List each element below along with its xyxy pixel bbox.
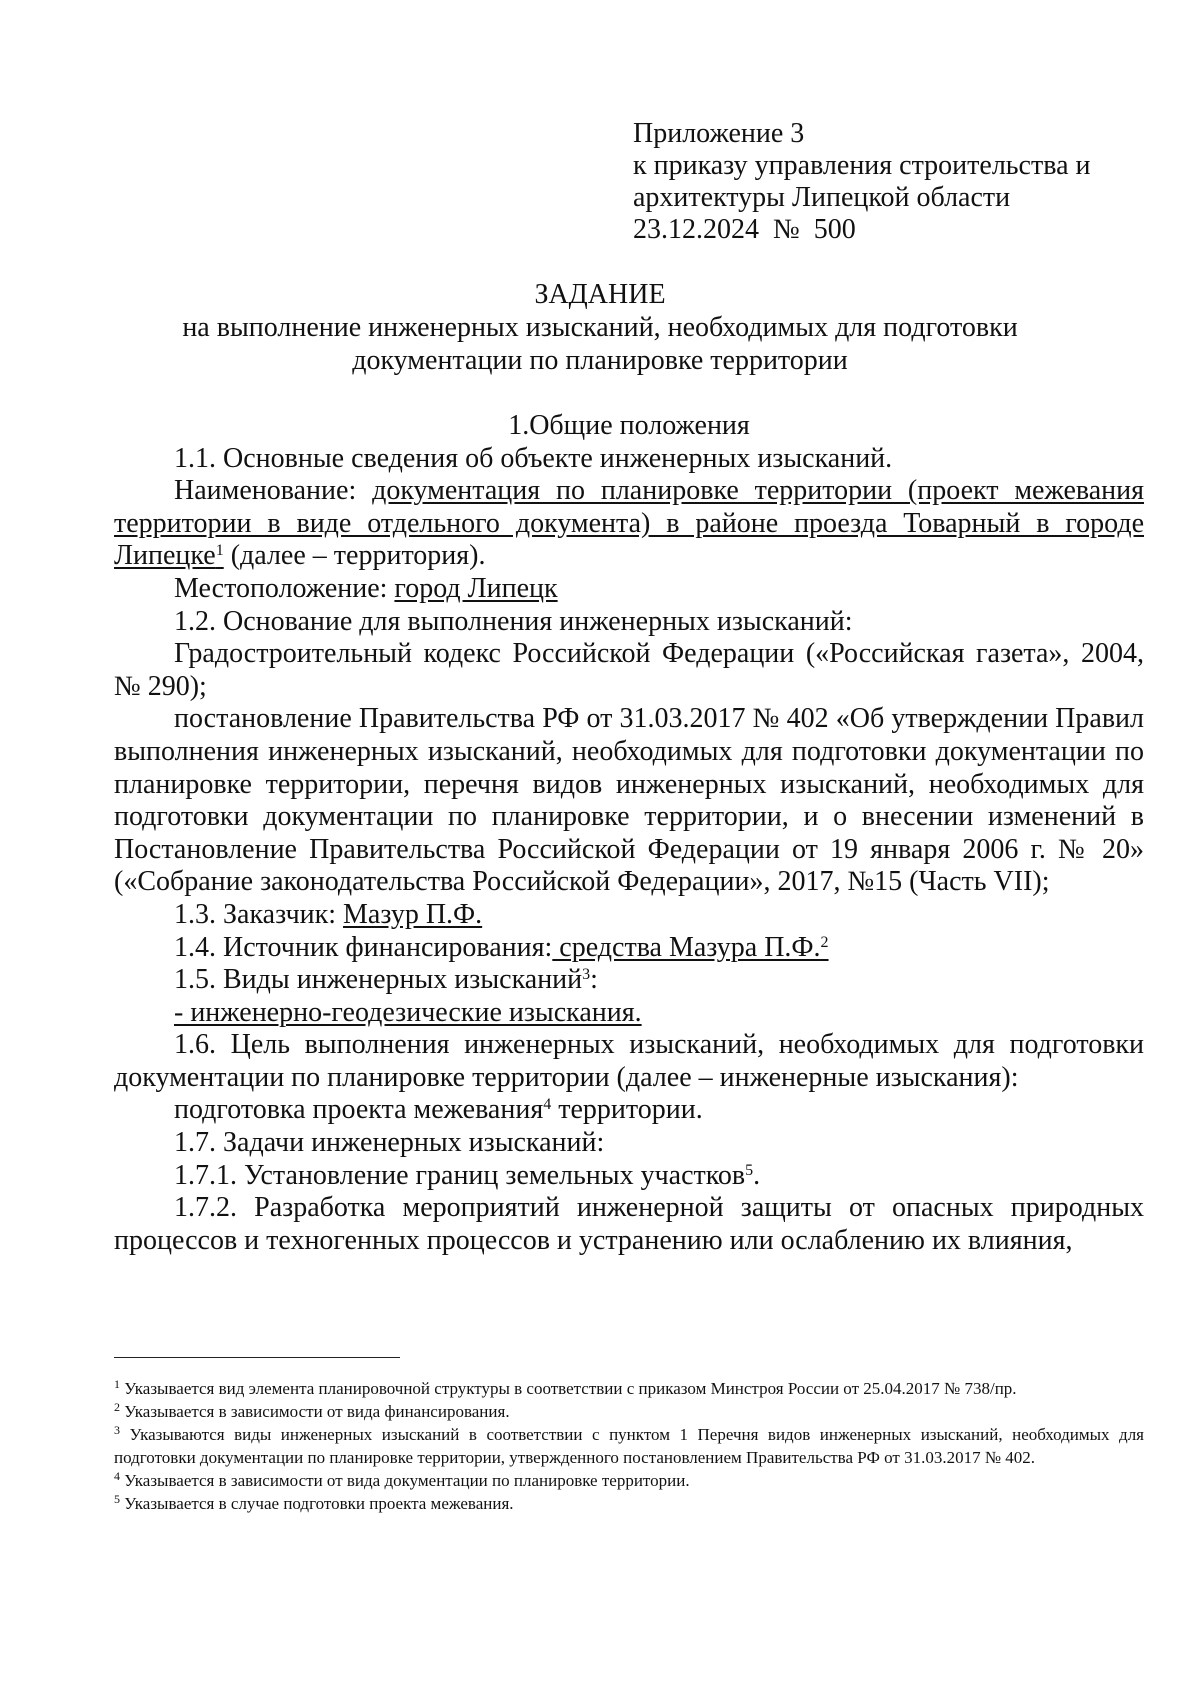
clause-1-5: 1.5. Виды инженерных изысканий$^3$: xyxy=(174,964,598,996)
document-body xyxy=(114,410,1144,1257)
customer-value: Мазур П.Ф. xyxy=(343,898,483,930)
footnote-1: $^1$ Указывается вид элемента планировочной структуры в соответствии с приказом Минстроя России от 25.04.2017 № 738/пр. xyxy=(114,1377,1017,1398)
clause-1-7: 1.7. Задачи инженерных изысканий: xyxy=(174,1127,605,1159)
appendix-header xyxy=(633,118,1091,246)
clause-1-7-2: 1.7.2. Разработка мероприятий инженерной защиты от опасных природных процессов и техногенных процессов и устранению или ослаблению их влияния, xyxy=(114,1192,1144,1256)
title-main: ЗАДАНИЕ xyxy=(534,279,666,310)
section-heading: 1.Общие положения xyxy=(508,410,750,441)
clause-1-7-1: 1.7.1. Установление границ земельных участков$^5$. xyxy=(174,1159,761,1191)
footnote-ref-4: 4 xyxy=(543,1096,552,1114)
footnote-5: $^5$ Указывается в случае подготовки проекта межевания. xyxy=(114,1492,514,1513)
footnotes xyxy=(114,1377,1144,1515)
footnote-separator xyxy=(114,1357,400,1358)
clause-name xyxy=(114,475,1144,573)
customer-label: 1.3. Заказчик: xyxy=(174,898,344,930)
appendix-authority-line: архитектуры Липецкой области xyxy=(633,182,1011,213)
funding-value: средства Мазура П.Ф.$^2$ xyxy=(552,931,829,963)
title-subtitle-line2: документации по планировке территории xyxy=(352,345,848,376)
footnote-ref-2: 2 xyxy=(820,933,829,951)
footnote-2: $^2$ Указывается в зависимости от вида финансирования. xyxy=(114,1400,510,1421)
clause-location xyxy=(114,573,1144,606)
footnote-3: $^3$ Указываются виды инженерных изысканий в соответствии с пунктом 1 Перечня видов инженерных изысканий, необходимых для подготовки документации по планировке территории, утвержденного постановлением Правительства РФ от 31.03.2017 № 402. xyxy=(114,1423,1144,1467)
name-value: документация по планировке территории (проект межевания территории в виде отдельного документа) в районе проезда Товарный в городе Липецке$^1$ xyxy=(114,475,1145,572)
name-tail: (далее – территория). xyxy=(223,540,486,572)
footnote-4: $^4$ Указывается в зависимости от вида документации по планировке территории. xyxy=(114,1469,690,1490)
name-label: Наименование: xyxy=(174,475,373,507)
location-value: город Липецк xyxy=(394,572,558,604)
basis-urban-planning-code: Градостроительный кодекс Российской Федерации («Российская газета», 2004, № 290); xyxy=(114,638,1144,702)
survey-type-item xyxy=(114,997,1144,1030)
clause-1-6: 1.6. Цель выполнения инженерных изысканий, необходимых для подготовки документации по планировке территории (далее – инженерные изыскания): xyxy=(114,1029,1144,1093)
clause-1-6-goal: подготовка проекта межевания$^4$ территории. xyxy=(174,1094,703,1126)
clause-1-2: 1.2. Основание для выполнения инженерных изысканий: xyxy=(174,605,853,637)
appendix-order-line: к приказу управления строительства и xyxy=(633,150,1091,181)
document-title xyxy=(0,278,1200,377)
location-label: Местоположение: xyxy=(174,572,395,604)
clause-1-3 xyxy=(114,899,1144,932)
clause-1-4 xyxy=(114,932,1144,965)
footnote-ref-1: 1 xyxy=(215,542,224,560)
title-subtitle-line1: на выполнение инженерных изысканий, необходимых для подготовки xyxy=(182,312,1018,343)
funding-label: 1.4. Источник финансирования: xyxy=(174,931,553,963)
footnote-ref-3: 3 xyxy=(582,966,591,984)
appendix-date-number: 23.12.2024 № 500 xyxy=(633,214,856,245)
clause-1-1: 1.1. Основные сведения об объекте инженерных изысканий. xyxy=(174,442,893,474)
survey-type-value: - инженерно-геодезические изыскания. xyxy=(174,996,642,1028)
basis-government-decree: постановление Правительства РФ от 31.03.2017 № 402 «Об утверждении Правил выполнения инженерных изысканий, необходимых для подготовки документации по планировке территории, перечня видов инженерных изысканий, необходимых для подготовки документации по планировке территории, и о внесении изменений в Постановление Правительства Российской Федерации от 19 января 2006 г. № 20» («Собрание законодательства Российской Федерации», 2017, №15 (Часть VII); xyxy=(114,703,1144,898)
appendix-number: Приложение 3 xyxy=(633,118,805,149)
footnote-ref-5: 5 xyxy=(745,1161,754,1179)
